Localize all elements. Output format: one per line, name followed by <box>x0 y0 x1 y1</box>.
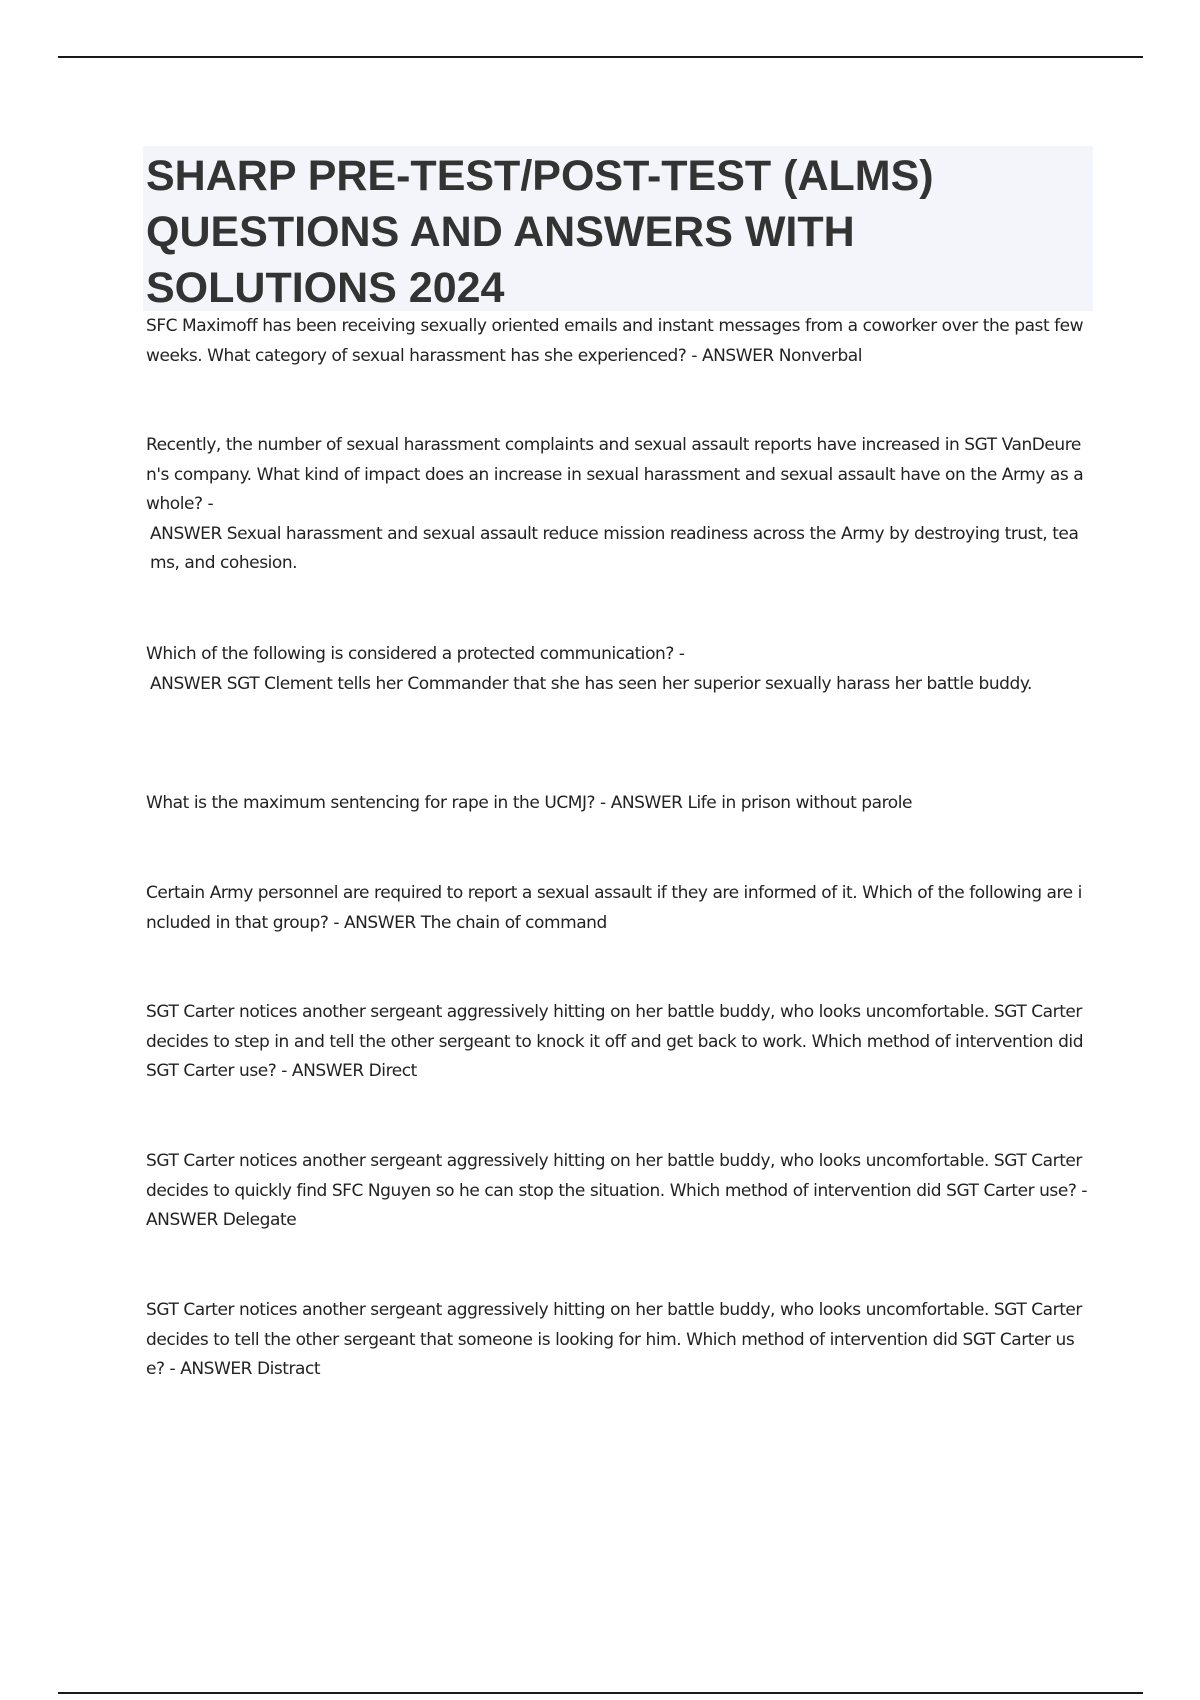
document-title: SHARP PRE-TEST/POST-TEST (ALMS) QUESTIONS AND ANSWERS WITH SOLUTIONS 2024 <box>146 152 934 312</box>
question-text: SGT Carter notices another sergeant aggressively hitting on her battle buddy, who looks uncomfortable. SGT Carter decides to step in and tell the other sergeant to knock it off and get back to work. Which method of intervention did SGT Carter use? - <box>146 1002 1084 1081</box>
answer-text: ANSWER Nonverbal <box>701 345 863 366</box>
answer-text: ANSWER SGT Clement tells her Commander that she has seen her superior sexually harass her battle buddy. <box>150 673 1032 694</box>
question-text: What is the maximum sentencing for rape in the UCMJ? - <box>146 793 611 813</box>
question-text: SGT Carter notices another sergeant aggressively hitting on her battle buddy, who looks uncomfortable. SGT Carter decides to tell the other sergeant that someone is looking for him. Which method of intervention did SGT Carter use? - <box>146 1300 1082 1379</box>
qa-item-4 <box>146 789 1091 819</box>
top-divider <box>58 56 1143 58</box>
answer-text: ANSWER The chain of command <box>343 912 607 933</box>
answer-text: ANSWER Delegate <box>146 1210 297 1230</box>
question-text: SGT Carter notices another sergeant aggressively hitting on her battle buddy, who looks uncomfortable. SGT Carter decides to quickly find SFC Nguyen so he can stop the situation. Which method of intervention did SGT Carter use? - <box>146 1151 1088 1201</box>
question-text: Which of the following is considered a protected communication? - <box>146 644 685 664</box>
question-text: Recently, the number of sexual harassment complaints and sexual assault reports have increased in SGT VanDeuren's company. What kind of impact does an increase in sexual harassment and sexual assault have on the Army as a whole? - <box>146 435 1084 514</box>
qa-item-7 <box>146 1147 1091 1236</box>
qa-item-2 <box>146 431 1091 579</box>
qa-item-8 <box>146 1296 1091 1385</box>
answer-text: ANSWER Distract <box>180 1359 321 1379</box>
qa-item-1 <box>146 312 1091 371</box>
answer-text: ANSWER Sexual harassment and sexual assault reduce mission readiness across the Army by destroying trust, teams, and cohesion. <box>150 523 1079 573</box>
question-text: Certain Army personnel are required to report a sexual assault if they are informed of it. Which of the following are included in that group? - <box>146 883 1082 933</box>
answer-text: ANSWER Direct <box>291 1061 417 1081</box>
qa-item-3 <box>146 640 1091 699</box>
qa-item-6 <box>146 998 1091 1087</box>
qa-item-5 <box>146 879 1091 938</box>
question-text: SFC Maximoff has been receiving sexually oriented emails and instant messages from a coworker over the past few weeks. What category of sexual harassment has she experienced? - <box>146 316 1084 366</box>
bottom-divider <box>58 1692 1143 1694</box>
answer-text: ANSWER Life in prison without parole <box>610 793 913 813</box>
